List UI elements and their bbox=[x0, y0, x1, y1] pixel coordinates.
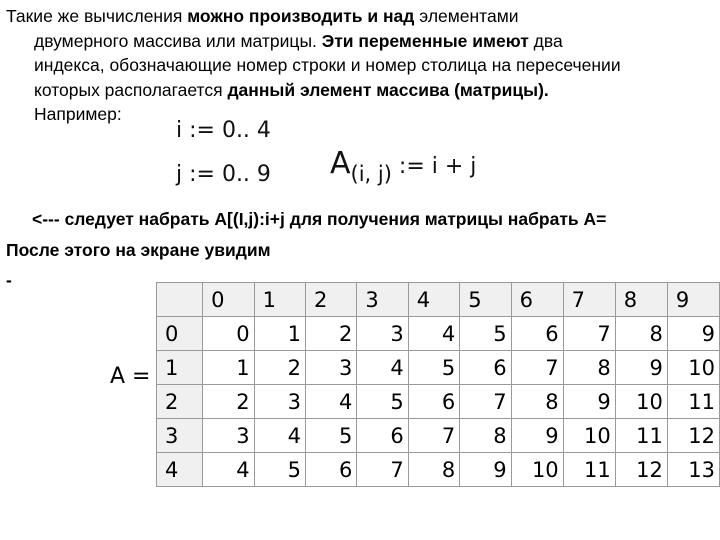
col-header: 6 bbox=[511, 283, 563, 317]
matrix-cell: 6 bbox=[460, 351, 511, 385]
bold-span: можно производить и над bbox=[187, 6, 415, 26]
matrix-cell: 8 bbox=[563, 351, 615, 385]
i-range-formula: i := 0.. 4 bbox=[176, 118, 271, 143]
matrix-cell: 8 bbox=[460, 419, 511, 453]
intro-line-1 bbox=[6, 4, 712, 29]
matrix-cell: 2 bbox=[254, 351, 305, 385]
matrix-cell: 11 bbox=[615, 419, 667, 453]
text-span: двумерного массива или матрицы. bbox=[34, 30, 322, 51]
instruction-text: <--- следует набрать A[(I,j):i+j для получения матрицы набрать A= bbox=[32, 209, 607, 229]
after-text: После этого на экране увидим bbox=[6, 240, 271, 260]
matrix-cell: 6 bbox=[357, 419, 408, 453]
intro-line-2 bbox=[6, 29, 712, 54]
matrix-cell: 9 bbox=[511, 419, 563, 453]
matrix-cell: 4 bbox=[203, 453, 254, 487]
matrix-subscript: (i, j) bbox=[350, 162, 392, 186]
matrix-cell: 7 bbox=[511, 351, 563, 385]
matrix-cell: 13 bbox=[667, 453, 719, 487]
intro-line-3: индекса, обозначающие номер строки и номер столица на пересечении bbox=[34, 55, 621, 75]
matrix-definition-formula bbox=[330, 146, 477, 186]
matrix-row bbox=[157, 351, 720, 385]
matrix-label: A = bbox=[110, 364, 151, 389]
matrix-cell: 3 bbox=[203, 419, 254, 453]
j-range-formula: j := 0.. 9 bbox=[176, 162, 271, 187]
matrix-cell: 4 bbox=[408, 317, 459, 351]
col-header: 7 bbox=[563, 283, 615, 317]
col-header: 9 bbox=[667, 283, 719, 317]
matrix-row bbox=[157, 453, 720, 487]
col-header: 3 bbox=[357, 283, 408, 317]
matrix-cell: 11 bbox=[563, 453, 615, 487]
matrix-row bbox=[157, 385, 720, 419]
text-span: которых располагается bbox=[34, 79, 228, 100]
matrix-cell: 8 bbox=[615, 317, 667, 351]
matrix-header-row bbox=[157, 283, 720, 317]
matrix-cell: 9 bbox=[460, 453, 511, 487]
matrix-cell: 10 bbox=[615, 385, 667, 419]
matrix-cell: 8 bbox=[511, 385, 563, 419]
matrix-cell: 5 bbox=[408, 351, 459, 385]
col-header: 0 bbox=[203, 283, 254, 317]
text-span: два bbox=[528, 30, 563, 51]
row-header: 0 bbox=[157, 317, 203, 351]
matrix-cell: 2 bbox=[203, 385, 254, 419]
col-header: 1 bbox=[254, 283, 305, 317]
matrix-cell: 12 bbox=[667, 419, 719, 453]
col-header: 2 bbox=[305, 283, 356, 317]
matrix-row bbox=[157, 419, 720, 453]
matrix-cell: 3 bbox=[254, 385, 305, 419]
matrix-cell: 7 bbox=[357, 453, 408, 487]
matrix-symbol: A bbox=[330, 146, 351, 181]
intro-paragraph bbox=[6, 4, 712, 127]
text-span: Такие же вычисления bbox=[6, 6, 188, 26]
matrix-cell: 3 bbox=[305, 351, 356, 385]
matrix-cell: 4 bbox=[254, 419, 305, 453]
matrix-cell: 10 bbox=[511, 453, 563, 487]
row-header: 2 bbox=[157, 385, 203, 419]
matrix-cell: 12 bbox=[615, 453, 667, 487]
matrix-row bbox=[157, 317, 720, 351]
bold-span: Эти переменные имеют bbox=[321, 30, 529, 51]
matrix-cell: 11 bbox=[667, 385, 719, 419]
matrix-cell: 0 bbox=[203, 317, 254, 351]
matrix-cell: 3 bbox=[357, 317, 408, 351]
intro-line-5: Например: bbox=[34, 104, 122, 124]
matrix-cell: 9 bbox=[667, 317, 719, 351]
matrix-cell: 8 bbox=[408, 453, 459, 487]
col-header: 4 bbox=[408, 283, 459, 317]
row-header: 1 bbox=[157, 351, 203, 385]
matrix-cell: 1 bbox=[203, 351, 254, 385]
matrix-cell: 6 bbox=[305, 453, 356, 487]
matrix-cell: 5 bbox=[460, 317, 511, 351]
matrix-cell: 6 bbox=[408, 385, 459, 419]
matrix-cell: 6 bbox=[511, 317, 563, 351]
col-header: 8 bbox=[615, 283, 667, 317]
row-header: 4 bbox=[157, 453, 203, 487]
matrix-cell: 2 bbox=[305, 317, 356, 351]
matrix-cell: 5 bbox=[305, 419, 356, 453]
matrix-table bbox=[156, 282, 720, 487]
matrix-cell: 9 bbox=[615, 351, 667, 385]
matrix-cell: 7 bbox=[563, 317, 615, 351]
matrix-cell: 4 bbox=[357, 351, 408, 385]
matrix-cell: 4 bbox=[305, 385, 356, 419]
matrix-corner-cell bbox=[157, 283, 203, 317]
matrix-cell: 5 bbox=[357, 385, 408, 419]
matrix-cell: 1 bbox=[254, 317, 305, 351]
matrix-rhs: := i + j bbox=[391, 154, 477, 179]
matrix-cell: 7 bbox=[408, 419, 459, 453]
col-header: 5 bbox=[460, 283, 511, 317]
matrix-cell: 10 bbox=[563, 419, 615, 453]
bold-span: данный элемент массива (матрицы). bbox=[227, 79, 549, 100]
matrix-cell: 7 bbox=[460, 385, 511, 419]
matrix-cell: 9 bbox=[563, 385, 615, 419]
matrix-cell: 10 bbox=[667, 351, 719, 385]
dash-text: - bbox=[6, 270, 12, 290]
text-span: элементами bbox=[414, 6, 519, 26]
matrix-cell: 5 bbox=[254, 453, 305, 487]
intro-line-4 bbox=[6, 78, 712, 103]
row-header: 3 bbox=[157, 419, 203, 453]
